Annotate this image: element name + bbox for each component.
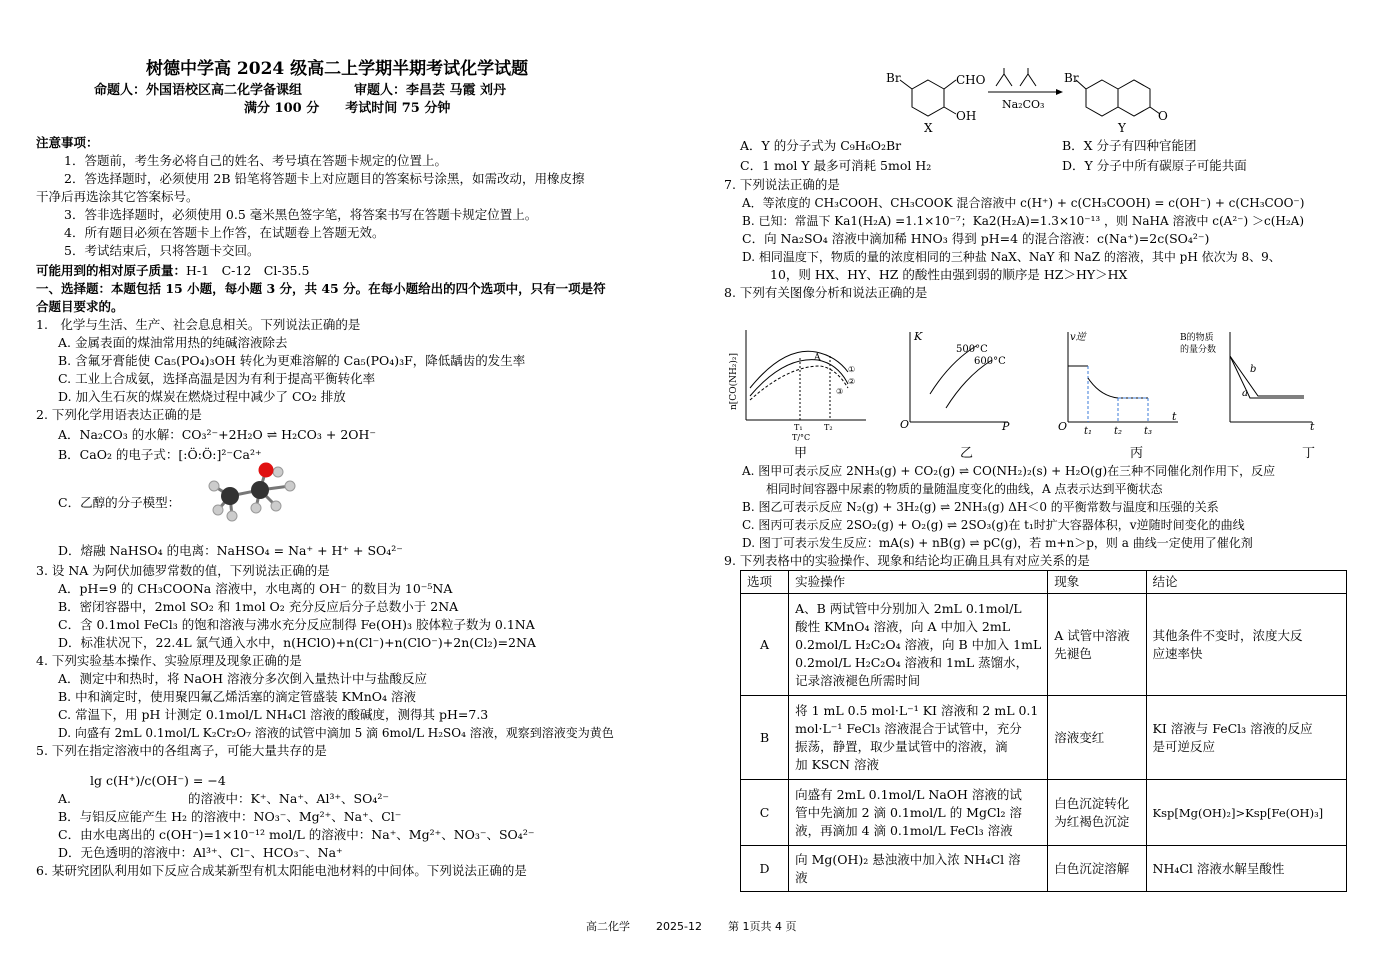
atomic-masses-values: H-1 C-12 Cl-35.5 [186, 263, 310, 278]
q2-option-c: C．乙醇的分子模型： [58, 495, 181, 510]
q5-option-b: B．与铝反应能产生 H₂ 的溶液中：NO₃⁻、Mg²⁺、Na⁺、Cl⁻ [58, 809, 402, 824]
graph-jia-point-a: A [814, 353, 821, 363]
cell-line: 振荡，静置，取少量试管中的溶液，滴 [795, 738, 1008, 754]
cell-line: 先褪色 [1054, 645, 1092, 661]
cell-line: 溶液变红 [1054, 729, 1105, 745]
cell-line: 为红褐色沉淀 [1054, 813, 1130, 829]
cell-line: 白色沉淀转化 [1054, 795, 1130, 811]
exam-authors: 命题人：外国语校区高二化学备课组 审题人：李昌芸 马霞 刘丹 [94, 83, 507, 98]
graph-yi-600c: 600°C [974, 356, 1006, 367]
graph-jia-t2: T₂ [824, 423, 833, 432]
cell-line: A 试管中溶液 [1054, 627, 1130, 643]
table-header-row [741, 571, 1347, 594]
cell-line: NH₄Cl 溶液水解呈酸性 [1152, 860, 1285, 876]
q3-option-d: D．标准状况下，22.4L 氯气通入水中，n(HClO)+n(Cl⁻)+n(ClO⁻)+2n(Cl₂)=2NA [58, 635, 536, 650]
ethanol-model-figure [204, 462, 314, 528]
cell-line: KI 溶液与 FeCl₃ 溶液的反应 [1152, 720, 1313, 736]
graph-ding-ylabel-2: 的量分数 [1180, 345, 1217, 355]
table-cell-operation [789, 696, 1048, 780]
graph-yi-origin: O [900, 418, 910, 431]
graph-ding-xlabel: t [1310, 420, 1315, 433]
cell-line: 0.2mol/L H₂C₂O₄ 溶液，向 B 中加入 1mL [795, 636, 1042, 652]
q2-option-a: A．Na₂CO₃ 的水解：CO₃²⁻+2H₂O ⇌ H₂CO₃ + 2OH⁻ [58, 427, 377, 442]
q7-option-b: B. 已知：常温下 Ka1(H₂A) =1.1×10⁻⁷；Ka2(H₂A)=1.3×10⁻¹³ ，则 NaHA 溶液中 c(A²⁻) ＞c(H₂A) [742, 214, 1304, 228]
cell-line: Ksp[Mg(OH)₂]>Ksp[Fe(OH)₃] [1152, 805, 1324, 820]
table-row [741, 780, 1347, 846]
q1-option-a: A. 金属表面的煤油常用热的纯碱溶液除去 [58, 335, 288, 350]
table-cell-phenomenon [1048, 696, 1146, 780]
graph-yi-caption: 乙 [960, 446, 974, 461]
section-heading: 一、选择题：本题包括 15 小题，每小题 3 分，共 45 分。在每小题给出的四个选项中，只有一项是符 [36, 281, 606, 296]
q8-stem: 8. 下列有关图像分析和说法正确的是 [724, 285, 928, 300]
svg-text:Br: Br [886, 71, 901, 85]
cell-line: mol·L⁻¹ FeCl₃ 溶液混合于试管中，充分 [795, 720, 1022, 736]
graph-jia-curve-3: ③ [836, 387, 844, 396]
q8-option-d: D. 图丁可表示发生反应：mA(s) + nB(g) ⇌ pC(g)，若 m+n＞p，则 a 曲线一定使用了催化剂 [742, 536, 1253, 550]
q2-stem: 2. 下列化学用语表达正确的是 [36, 407, 202, 422]
table-cell-option: B [741, 696, 789, 780]
cell-line: 加 KSCN 溶液 [795, 756, 879, 772]
graph-bing-origin: O [1058, 420, 1068, 433]
cell-line: 0.2mol/L H₂C₂O₄ 溶液和 1mL 蒸馏水， [795, 654, 1029, 670]
q8-option-a-cont: 相同时间容器中尿素的物质的量随温度变化的曲线，A 点表示达到平衡状态 [766, 482, 1163, 496]
graph-bing-t3: t₃ [1144, 426, 1153, 437]
q5-option-c: C．由水电离出的 c(OH⁻)=1×10⁻¹² mol/L 的溶液中：Na⁺、Mg²⁺、NO₃⁻、SO₄²⁻ [58, 827, 535, 842]
graph-bing-caption: 丙 [1130, 446, 1144, 461]
graph-yi-ylabel: K [914, 330, 923, 343]
cell-line: 向盛有 2mL 0.1mol/L NaOH 溶液的试 [795, 786, 1022, 802]
graph-jia-t1: T₁ [794, 423, 803, 432]
q5-option-a-label: A. [58, 791, 72, 806]
cell-line: 酸性 KMnO₄ 溶液，向 A 中加入 2mL [795, 618, 1011, 634]
table-header: 结论 [1146, 571, 1347, 594]
label-x: X [924, 121, 933, 135]
q1-option-b: B. 含氟牙膏能使 Ca₅(PO₄)₃OH 转化为更难溶解的 Ca₅(PO₄)₃F，降低龋齿的发生率 [58, 353, 526, 368]
q3-stem: 3. 设 NA 为阿伏加德罗常数的值，下列说法正确的是 [36, 563, 330, 578]
notice-item: 2．答选择题时，必须使用 2B 铅笔将答题卡上对应题目的答案标号涂黑，如需改动，用橡皮擦 [64, 171, 585, 186]
graph-jia [724, 326, 874, 462]
q7-option-d: D. 相同温度下，物质的量的浓度相同的三种盐 NaX、NaY 和 NaZ 的溶液，其中 pH 依次为 8、9、 [742, 250, 1281, 264]
footer-page: 第 1页共 4 页 [727, 920, 797, 933]
graph-yi-xlabel: P [1002, 420, 1010, 433]
table-header: 实验操作 [789, 571, 1048, 594]
table-cell-operation [789, 846, 1048, 892]
cell-line: 记录溶液褪色所需时间 [795, 672, 921, 688]
q4-option-a: A．测定中和热时，将 NaOH 溶液分多次倒入量热计中与盐酸反应 [58, 671, 428, 686]
q3-option-a: A．pH=9 的 CH₃COONa 溶液中，水电离的 OH⁻ 的数目为 10⁻⁵NA [58, 581, 453, 596]
graph-jia-curve-1: ① [848, 365, 856, 374]
graph-ding-ylabel-1: B的物质 [1180, 333, 1214, 343]
graph-ding-caption: 丁 [1302, 446, 1316, 461]
q5-option-a-formula: lg c(H⁺)/c(OH⁻) = −4 [90, 773, 226, 788]
graph-ding [1178, 326, 1348, 462]
q7-option-d-cont: 10，则 HX、HY、HZ 的酸性由强到弱的顺序是 HZ＞HY＞HX [770, 267, 1128, 282]
q5-stem: 5. 下列在指定溶液中的各组离子，可能大量共存的是 [36, 743, 327, 758]
graph-ding-curve-a: a [1242, 388, 1248, 399]
cell-line: 液，再滴加 4 滴 0.1mol/L FeCl₃ 溶液 [795, 822, 1013, 838]
graph-yi-500c: 500°C [956, 344, 988, 355]
q9-stem: 9. 下列表格中的实验操作、现象和结论均正确且具有对应关系的是 [724, 553, 1090, 568]
table-cell-operation [789, 780, 1048, 846]
table-cell-conclusion [1146, 780, 1347, 846]
q5-option-a-text: 的溶液中：K⁺、Na⁺、Al³⁺、SO₄²⁻ [188, 791, 389, 806]
q7-stem: 7. 下列说法正确的是 [724, 177, 840, 192]
q3-option-c: C．含 0.1mol FeCl₃ 的饱和溶液与沸水充分反应制得 Fe(OH)₃ 胶体粒子数为 0.1NA [58, 617, 535, 632]
q4-option-c: C. 常温下，用 pH 计测定 0.1mol/L NH₄Cl 溶液的酸碱度，测得其 pH=7.3 [58, 707, 489, 722]
atomic-masses [36, 262, 309, 280]
table-cell-phenomenon [1048, 780, 1146, 846]
exam-meta: 满分 100 分 考试时间 75 分钟 [244, 101, 451, 116]
q7-option-c: C．向 Na₂SO₄ 溶液中滴加稀 HNO₃ 得到 pH=4 的混合溶液：c(Na⁺)=2c(SO₄²⁻) [742, 231, 1210, 246]
graph-jia-caption: 甲 [794, 446, 808, 461]
q5-option-d: D．无色透明的溶液中：Al³⁺、Cl⁻、HCO₃⁻、Na⁺ [58, 845, 343, 860]
q9-table [740, 570, 1347, 892]
atomic-masses-label: 可能用到的相对原子质量： [36, 263, 187, 278]
q4-option-b: B. 中和滴定时，使用聚四氟乙烯活塞的滴定管盛装 KMnO₄ 溶液 [58, 689, 417, 704]
cell-line: 是可逆反应 [1152, 738, 1216, 754]
q4-stem: 4. 下列实验基本操作、实验原理及现象正确的是 [36, 653, 302, 668]
table-cell-conclusion [1146, 696, 1347, 780]
table-header: 选项 [741, 571, 789, 594]
cell-line: 将 1 mL 0.5 mol·L⁻¹ KI 溶液和 2 mL 0.1 [795, 702, 1039, 718]
q6-option-b: B．X 分子有四种官能团 [1062, 138, 1197, 153]
graph-yi [896, 326, 1046, 462]
table-cell-operation [789, 594, 1048, 696]
notice-item: 3．答非选择题时，必须使用 0.5 毫米黑色签字笔，将答案书写在答题卡规定位置上。 [64, 207, 538, 222]
table-row [741, 594, 1347, 696]
graph-bing-ylabel: v逆 [1070, 332, 1086, 343]
q6-option-c: C．1 mol Y 最多可消耗 5mol H₂ [740, 158, 932, 173]
notice-item: 干净后再选涂其它答案标号。 [36, 189, 199, 204]
q1-option-c: C. 工业上合成氨，选择高温是因为有利于提高平衡转化率 [58, 371, 376, 386]
graph-jia-ylabel: n[CO(NH₂)₂] [729, 352, 739, 410]
q6-option-a: A．Y 的分子式为 C₉H₆O₂Br [740, 138, 902, 153]
reagent-label: Na₂CO₃ [1002, 98, 1045, 111]
svg-text:OH: OH [956, 109, 977, 123]
cell-line: 应速率快 [1152, 645, 1203, 661]
exam-title: 树德中学高 2024 级高二上学期半期考试化学试题 [146, 59, 529, 79]
cell-line: 管中先滴加 2 滴 0.1mol/L 的 MgCl₂ 溶 [795, 804, 1023, 820]
table-cell-conclusion [1146, 594, 1347, 696]
table-header: 现象 [1048, 571, 1146, 594]
cell-line: A、B 两试管中分别加入 2mL 0.1mol/L [795, 600, 1022, 616]
q1-option-d: D. 加入生石灰的煤炭在燃烧过程中减少了 CO₂ 排放 [58, 389, 346, 404]
q6-stem: 6. 某研究团队利用如下反应合成某新型有机太阳能电池材料的中间体。下列说法正确的是 [36, 863, 527, 878]
svg-text:Br: Br [1064, 71, 1079, 85]
graph-bing-xlabel: t [1172, 410, 1177, 423]
graph-bing-t2: t₂ [1114, 426, 1123, 437]
table-row [741, 846, 1347, 892]
notice-item: 5．考试结束后，只将答题卡交回。 [64, 243, 260, 258]
table-cell-phenomenon [1048, 594, 1146, 696]
q2-option-b: B．CaO₂ 的电子式：[:Ö:Ö:]²⁻Ca²⁺ [58, 447, 262, 462]
graph-bing-t1: t₁ [1084, 426, 1093, 437]
cell-line: 其他条件不变时，浓度大反 [1152, 627, 1303, 643]
table-cell-conclusion [1146, 846, 1347, 892]
footer-date: 2025-12 [656, 920, 702, 933]
notice-heading: 注意事项： [36, 135, 99, 150]
cell-line: 液 [795, 869, 808, 885]
page-footer [586, 918, 822, 936]
notice-item: 4．所有题目必须在答题卡上作答，在试题卷上答题无效。 [64, 225, 385, 240]
table-cell-option: A [741, 594, 789, 696]
table-cell-option: C [741, 780, 789, 846]
q8-option-b: B. 图乙可表示反应 N₂(g) + 3H₂(g) ⇌ 2NH₃(g) ΔH＜0 的平衡常数与温度和压强的关系 [742, 500, 1219, 514]
notice-item: 1．答题前，考生务必将自己的姓名、考号填在答题卡规定的位置上。 [64, 153, 447, 168]
cell-line: 向 Mg(OH)₂ 悬浊液中加入浓 NH₄Cl 溶 [795, 851, 1021, 867]
graph-ding-curve-b: b [1250, 364, 1257, 375]
q8-option-c: C. 图丙可表示反应 2SO₂(g) + O₂(g) ⇌ 2SO₃(g)在 t₁时扩大容器体积，v逆随时间变化的曲线 [742, 518, 1245, 532]
table-cell-phenomenon [1048, 846, 1146, 892]
svg-text:O: O [1158, 109, 1168, 123]
q4-option-d: D. 向盛有 2mL 0.1mol/L K₂Cr₂O₇ 溶液的试管中滴加 5 滴 6mol/L H₂SO₄ 溶液，观察到溶液变为黄色 [58, 726, 614, 740]
graph-jia-xlabel: T/°C [792, 433, 811, 442]
q6-option-d: D．Y 分子中所有碳原子可能共面 [1062, 158, 1247, 173]
svg-text:CHO: CHO [956, 73, 986, 87]
label-y: Y [1118, 121, 1126, 135]
q7-option-a: A．等浓度的 CH₃COOH、CH₃COOK 混合溶液中 c(H⁺) + c(CH₃COOH) = c(OH⁻) + c(CH₃COO⁻) [742, 196, 1305, 210]
q8-option-a: A. 图甲可表示反应 2NH₃(g) + CO₂(g) ⇌ CO(NH₂)₂(s) + H₂O(g)在三种不同催化剂作用下，反应 [742, 464, 1276, 478]
table-cell-option: D [741, 846, 789, 892]
reaction-scheme-figure [880, 64, 1180, 136]
q2-option-d: D．熔融 NaHSO₄ 的电离：NaHSO₄ = Na⁺ + H⁺ + SO₄²⁻ [58, 543, 403, 558]
graph-jia-curve-2: ② [848, 377, 856, 386]
section-heading: 合题目要求的。 [36, 299, 124, 314]
q1-stem: 1. 化学与生活、生产、社会息息相关。下列说法正确的是 [36, 317, 361, 332]
q3-option-b: B．密闭容器中，2mol SO₂ 和 1mol O₂ 充分反应后分子总数小于 2NA [58, 599, 459, 614]
table-row [741, 696, 1347, 780]
footer-subject: 高二化学 [586, 920, 630, 933]
cell-line: 白色沉淀溶解 [1054, 860, 1130, 876]
